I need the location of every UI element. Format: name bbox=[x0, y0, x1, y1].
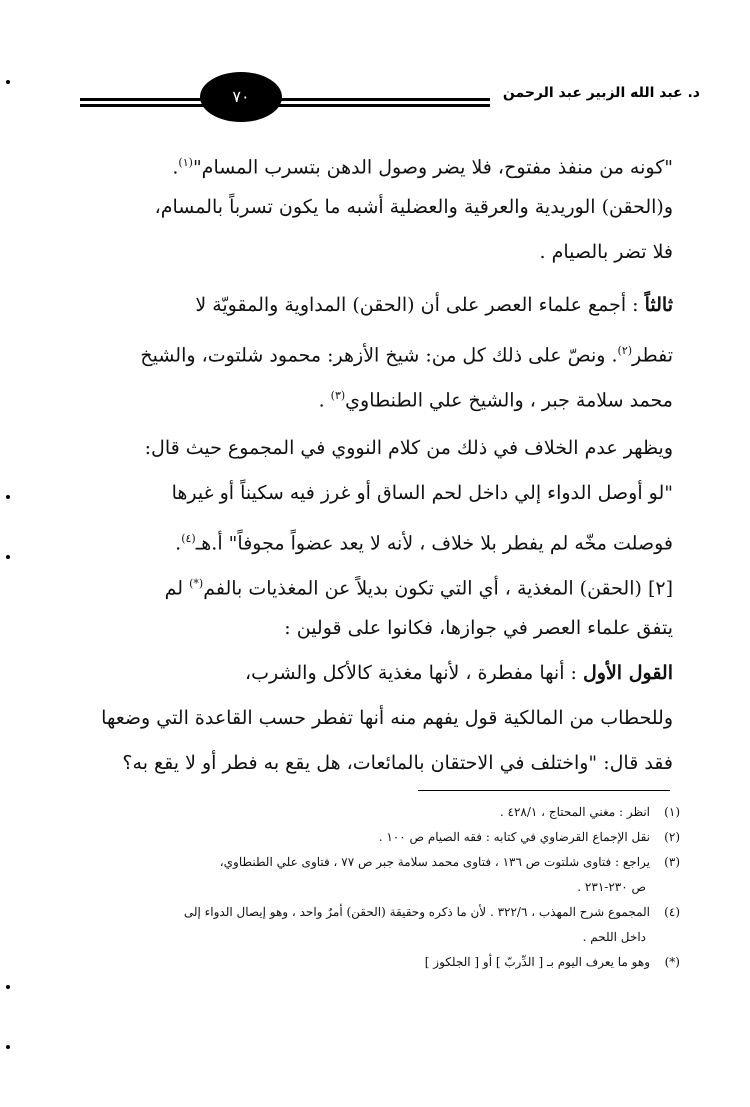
text-line: محمد سلامة جبر ، والشيخ علي الطنطاوي$^{(٣)}$ . bbox=[318, 389, 673, 412]
scan-mark bbox=[6, 555, 10, 559]
footnote: (٣)يراجع : فتاوى شلتوت ص ١٣٦ ، فتاوى محمد سلامة جبر ص ٧٧ ، فتاوى علي الطنطاوي، bbox=[60, 850, 680, 875]
text-line: فوصلت مخّه لم يفطر بلا خلاف ، لأنه لا يعد عضواً مجوفاً" أ.هـ$^{(٤)}$. bbox=[175, 532, 673, 555]
scan-mark bbox=[6, 1045, 10, 1049]
text-line: فقد قال: "واختلف في الاحتقان بالمائعات، هل يقع به فطر أو لا يقع به؟ bbox=[122, 752, 673, 774]
section-lead: ثالثاً bbox=[644, 294, 673, 316]
author-name: د. عبد الله الزبير عبد الرحمن bbox=[502, 85, 700, 101]
text-line: ويظهر عدم الخلاف في ذلك من كلام النووي في المجموع حيث قال: bbox=[144, 437, 673, 459]
footnote-ref: (١) bbox=[178, 156, 193, 169]
text-line: و(الحقن) الوريدية والعرقية والعضلية أشبه ما يكون تسرباً بالمسام، bbox=[154, 196, 673, 218]
header-rule bbox=[80, 104, 490, 107]
text-line: ثالثاً : أجمع علماء العصر على أن (الحقن) المداوية والمقويّة لا bbox=[195, 294, 673, 316]
footnotes bbox=[60, 800, 680, 975]
footnote-number: (٤) bbox=[664, 905, 680, 919]
footnote: (١)انظر : مغني المحتاج ، ٤٢٨/١ . bbox=[60, 800, 680, 825]
scan-mark bbox=[6, 80, 10, 84]
scan-mark bbox=[6, 495, 10, 499]
text-line: "كونه من منفذ مفتوح، فلا يضر وصول الدهن بتسرب المسام"$^{(١)}$. bbox=[172, 156, 673, 179]
footnote-ref: (٤) bbox=[181, 532, 196, 545]
page-number: ٧٠ bbox=[232, 87, 250, 106]
footnote-ref: (*) bbox=[189, 577, 204, 590]
footnote-continuation: داخل اللحم . bbox=[582, 930, 646, 944]
text-line: [٢] (الحقن) المغذية ، أي التي تكون بديلاً عن المغذيات بالفم(*) لم bbox=[164, 577, 673, 600]
text-line: فلا تضر بالصيام . bbox=[539, 241, 673, 263]
main-text bbox=[73, 140, 673, 786]
text-line: القول الأول : أنها مفطرة ، لأنها مغذية كالأكل والشرب، bbox=[244, 662, 673, 684]
footnote-separator bbox=[418, 790, 670, 791]
text-line: تفطر$^{(٢)}$. ونصّ على ذلك كل من: شيخ الأزهر: محمود شلتوت، والشيخ bbox=[140, 344, 673, 367]
footnote-ref: (٣) bbox=[330, 389, 346, 402]
text-line: "لو أوصل الدواء إلي داخل لحم الساق أو غرز فيه سكيناً أو غيرها bbox=[171, 482, 673, 504]
footnote-number: (*) bbox=[664, 955, 680, 969]
scan-mark bbox=[6, 985, 10, 989]
header-rule bbox=[80, 98, 490, 101]
footnote-number: (١) bbox=[664, 805, 680, 819]
section-lead: القول الأول bbox=[582, 662, 673, 684]
footnote-continuation: ص ٢٣٠-٢٣١ . bbox=[577, 880, 646, 894]
footnote-number: (٣) bbox=[664, 855, 680, 869]
footnote-ref: (٢) bbox=[617, 344, 633, 357]
footnote: (٤)المجموع شرح المهذب ، ٣٢٢/٦ . لأن ما ذكره وحقيقة (الحقن) أمرٌ واحد ، وهو إيصال الدواء إلى bbox=[60, 900, 680, 925]
page-number-badge bbox=[200, 72, 282, 122]
running-header bbox=[80, 72, 700, 122]
footnote: (٢)نقل الإجماع القرضاوي في كتابه : فقه الصيام ص ١٠٠ . bbox=[60, 825, 680, 850]
footnote: (*)وهو ما يعرف اليوم بـ [ الدِّربّ ] أو [ الجلكوز ] bbox=[60, 950, 680, 975]
footnote-number: (٢) bbox=[664, 830, 680, 844]
text-line: يتفق علماء العصر في جوازها، فكانوا على قولين : bbox=[284, 617, 673, 639]
text-line: وللحطاب من المالكية قول يفهم منه أنها تفطر حسب القاعدة التي وضعها bbox=[101, 707, 673, 729]
